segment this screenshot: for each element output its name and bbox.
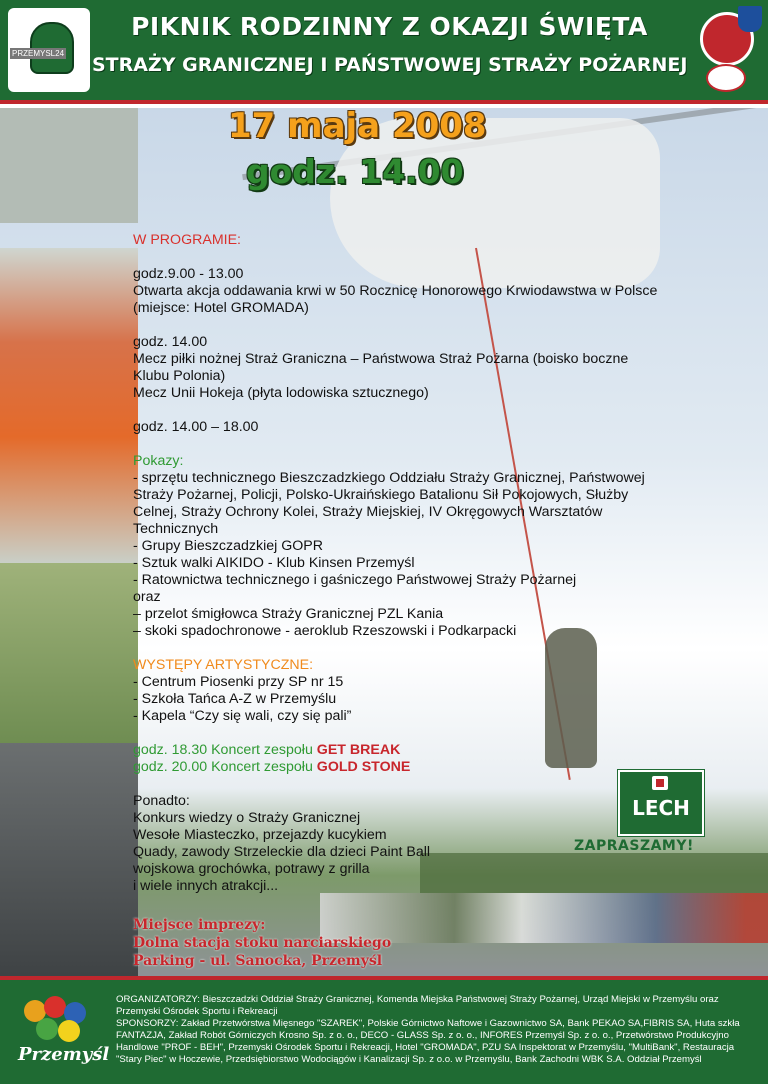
photo-firefighters xyxy=(0,248,138,563)
venue-line2: Parking - ul. Sanocka, Przemyśl xyxy=(133,953,383,969)
block1-line2: (miejsce: Hotel GROMADA) xyxy=(133,300,309,316)
shows-line: Straży Pożarnej, Policji, Polsko-Ukraińskiego Batalionu Sił Pokojowych, Służby xyxy=(133,487,629,503)
border-guard-logo xyxy=(8,8,90,92)
shows-line: - Sztuk walki AIKIDO - Klub Kinsen Przemyśl xyxy=(133,555,415,571)
program-heading: W PROGRAMIE: xyxy=(133,232,241,248)
poster-title: PIKNIK RODZINNY Z OKAZJI ŚWIĘTA xyxy=(131,12,648,41)
extra-line: i wiele innych atrakcji... xyxy=(133,878,279,894)
extra-line: wojskowa grochówka, potrawy z grilla xyxy=(133,861,370,877)
event-time: godz. 14.00 xyxy=(246,152,464,191)
art-heading: WYSTĘPY ARTYSTYCZNE: xyxy=(133,657,314,673)
invite-text: ZAPRASZAMY! xyxy=(574,838,694,854)
block3-time: godz. 14.00 – 18.00 xyxy=(133,419,259,435)
poster-subtitle: STRAŻY GRANICZNEJ I PAŃSTWOWEJ STRAŻY POŻARNEJ xyxy=(92,54,688,76)
przemysl-city-logo xyxy=(14,996,110,1076)
photo-horse-rider xyxy=(0,563,138,743)
fire-badge-ring-icon xyxy=(706,64,746,92)
extra-line: Quady, zawody Strzeleckie dla dzieci Paint Ball xyxy=(133,844,431,860)
organizers-text: ORGANIZATORZY: Bieszczadzki Oddział Straży Granicznej, Komenda Miejska Państwowej Straży Pożarnej, Urząd Miejski w Przemyślu oraz Przemyski Ośrodek Sportu i Rekreacji xyxy=(116,994,719,1017)
przemysl-logo-label: Przemyśl xyxy=(18,1044,110,1065)
footer-credits xyxy=(116,994,761,1066)
concert-2-band: GOLD STONE xyxy=(316,759,411,775)
concert-2-prefix: godz. 20.00 Koncert zespołu xyxy=(133,759,313,775)
lech-crest-icon xyxy=(652,776,668,790)
logo-dot-icon xyxy=(36,1018,58,1040)
shows-line: - sprzętu technicznego Bieszczadzkiego Oddziału Straży Granicznej, Państwowej xyxy=(133,470,645,486)
logo-dot-icon xyxy=(44,996,66,1018)
extra-line: Wesołe Miasteczko, przejazdy kucykiem xyxy=(133,827,387,843)
art-line: - Kapela “Czy się wali, czy się pali” xyxy=(133,708,352,724)
city-coat-of-arms-icon xyxy=(738,6,762,32)
shows-line: oraz xyxy=(133,589,161,605)
shows-line: - Grupy Bieszczadzkiej GOPR xyxy=(133,538,324,554)
photo-patrol-car xyxy=(0,108,138,223)
block2-time: godz. 14.00 xyxy=(133,334,208,350)
extra-heading: Ponadto: xyxy=(133,793,190,809)
photo-rescue-exercise xyxy=(0,743,138,980)
venue-block xyxy=(133,916,391,970)
lech-brand: LECH xyxy=(632,796,690,820)
art-line: - Centrum Piosenki przy SP nr 15 xyxy=(133,674,344,690)
shows-line: Technicznych xyxy=(133,521,219,537)
shows-line: - Ratownictwa technicznego i gaśniczego Państwowej Straży Pożarnej xyxy=(133,572,577,588)
block1-line1: Otwarta akcja oddawania krwi w 50 Rocznicę Honorowego Krwiodawstwa w Polsce xyxy=(133,283,658,299)
block2-line2: Klubu Polonia) xyxy=(133,368,226,384)
extra-line: Konkurs wiedzy o Straży Granicznej xyxy=(133,810,361,826)
shows-line: – przelot śmigłowca Straży Granicznej PZL Kania xyxy=(133,606,444,622)
lech-sponsor-badge xyxy=(618,770,704,836)
block2-line1: Mecz piłki nożnej Straż Graniczna – Państwowa Straż Pożarna (boisko boczne xyxy=(133,351,629,367)
concert-1 xyxy=(133,742,763,759)
concert-1-prefix: godz. 18.30 Koncert zespołu xyxy=(133,742,313,758)
venue-line1: Dolna stacja stoku narciarskiego xyxy=(133,935,392,951)
shows-line: – skoki spadochronowe - aeroklub Rzeszowski i Podkarpacki xyxy=(133,623,517,639)
concert-1-band: GET BREAK xyxy=(316,742,401,758)
logo-dot-icon xyxy=(58,1020,80,1042)
block2-line3: Mecz Unii Hokeja (płyta lodowiska sztucznego) xyxy=(133,385,429,401)
art-line: - Szkoła Tańca A-Z w Przemyślu xyxy=(133,691,337,707)
shows-line: Celnej, Straży Ochrony Kolei, Straży Miejskiej, IV Okręgowych Warsztatów xyxy=(133,504,603,520)
event-date: 17 maja 2008 xyxy=(228,106,487,146)
logo-left-tag: PRZEMYSL24 xyxy=(12,49,65,58)
sponsors-text: SPONSORZY: Zakład Przetwórstwa Mięsnego "SZAREK", Polskie Górnictwo Naftowe i Gazownictwo SA, Bank PEKAO SA,FIBRIS SA, Huta szkła FANTAZJA, Zakład Robót Górniczych Krosno Sp. z o. o., DECO - GLASS Sp. z o. o., INFORES Przemyśl Sp. z o. o., Przetwórstwo Produkcyjno Handlowe "PROF - BEH", Przemyski Ośrodek Sportu i Rekreacji, Hotel "GROMADA", PZU SA Inspektorat w Przemyślu, "MultiBank", Restauracja "Stary Piec" w Hoczewie, Przedsiębiorstwo Wodociągów i Kanalizacji Sp. z o.o. w Przemyślu, Bank Zachodni WBK S.A. Oddział Przemyśl xyxy=(116,1018,740,1065)
shows-heading: Pokazy: xyxy=(133,453,184,469)
venue-heading: Miejsce imprezy: xyxy=(133,917,266,933)
block1-time: godz.9.00 - 13.00 xyxy=(133,266,244,282)
